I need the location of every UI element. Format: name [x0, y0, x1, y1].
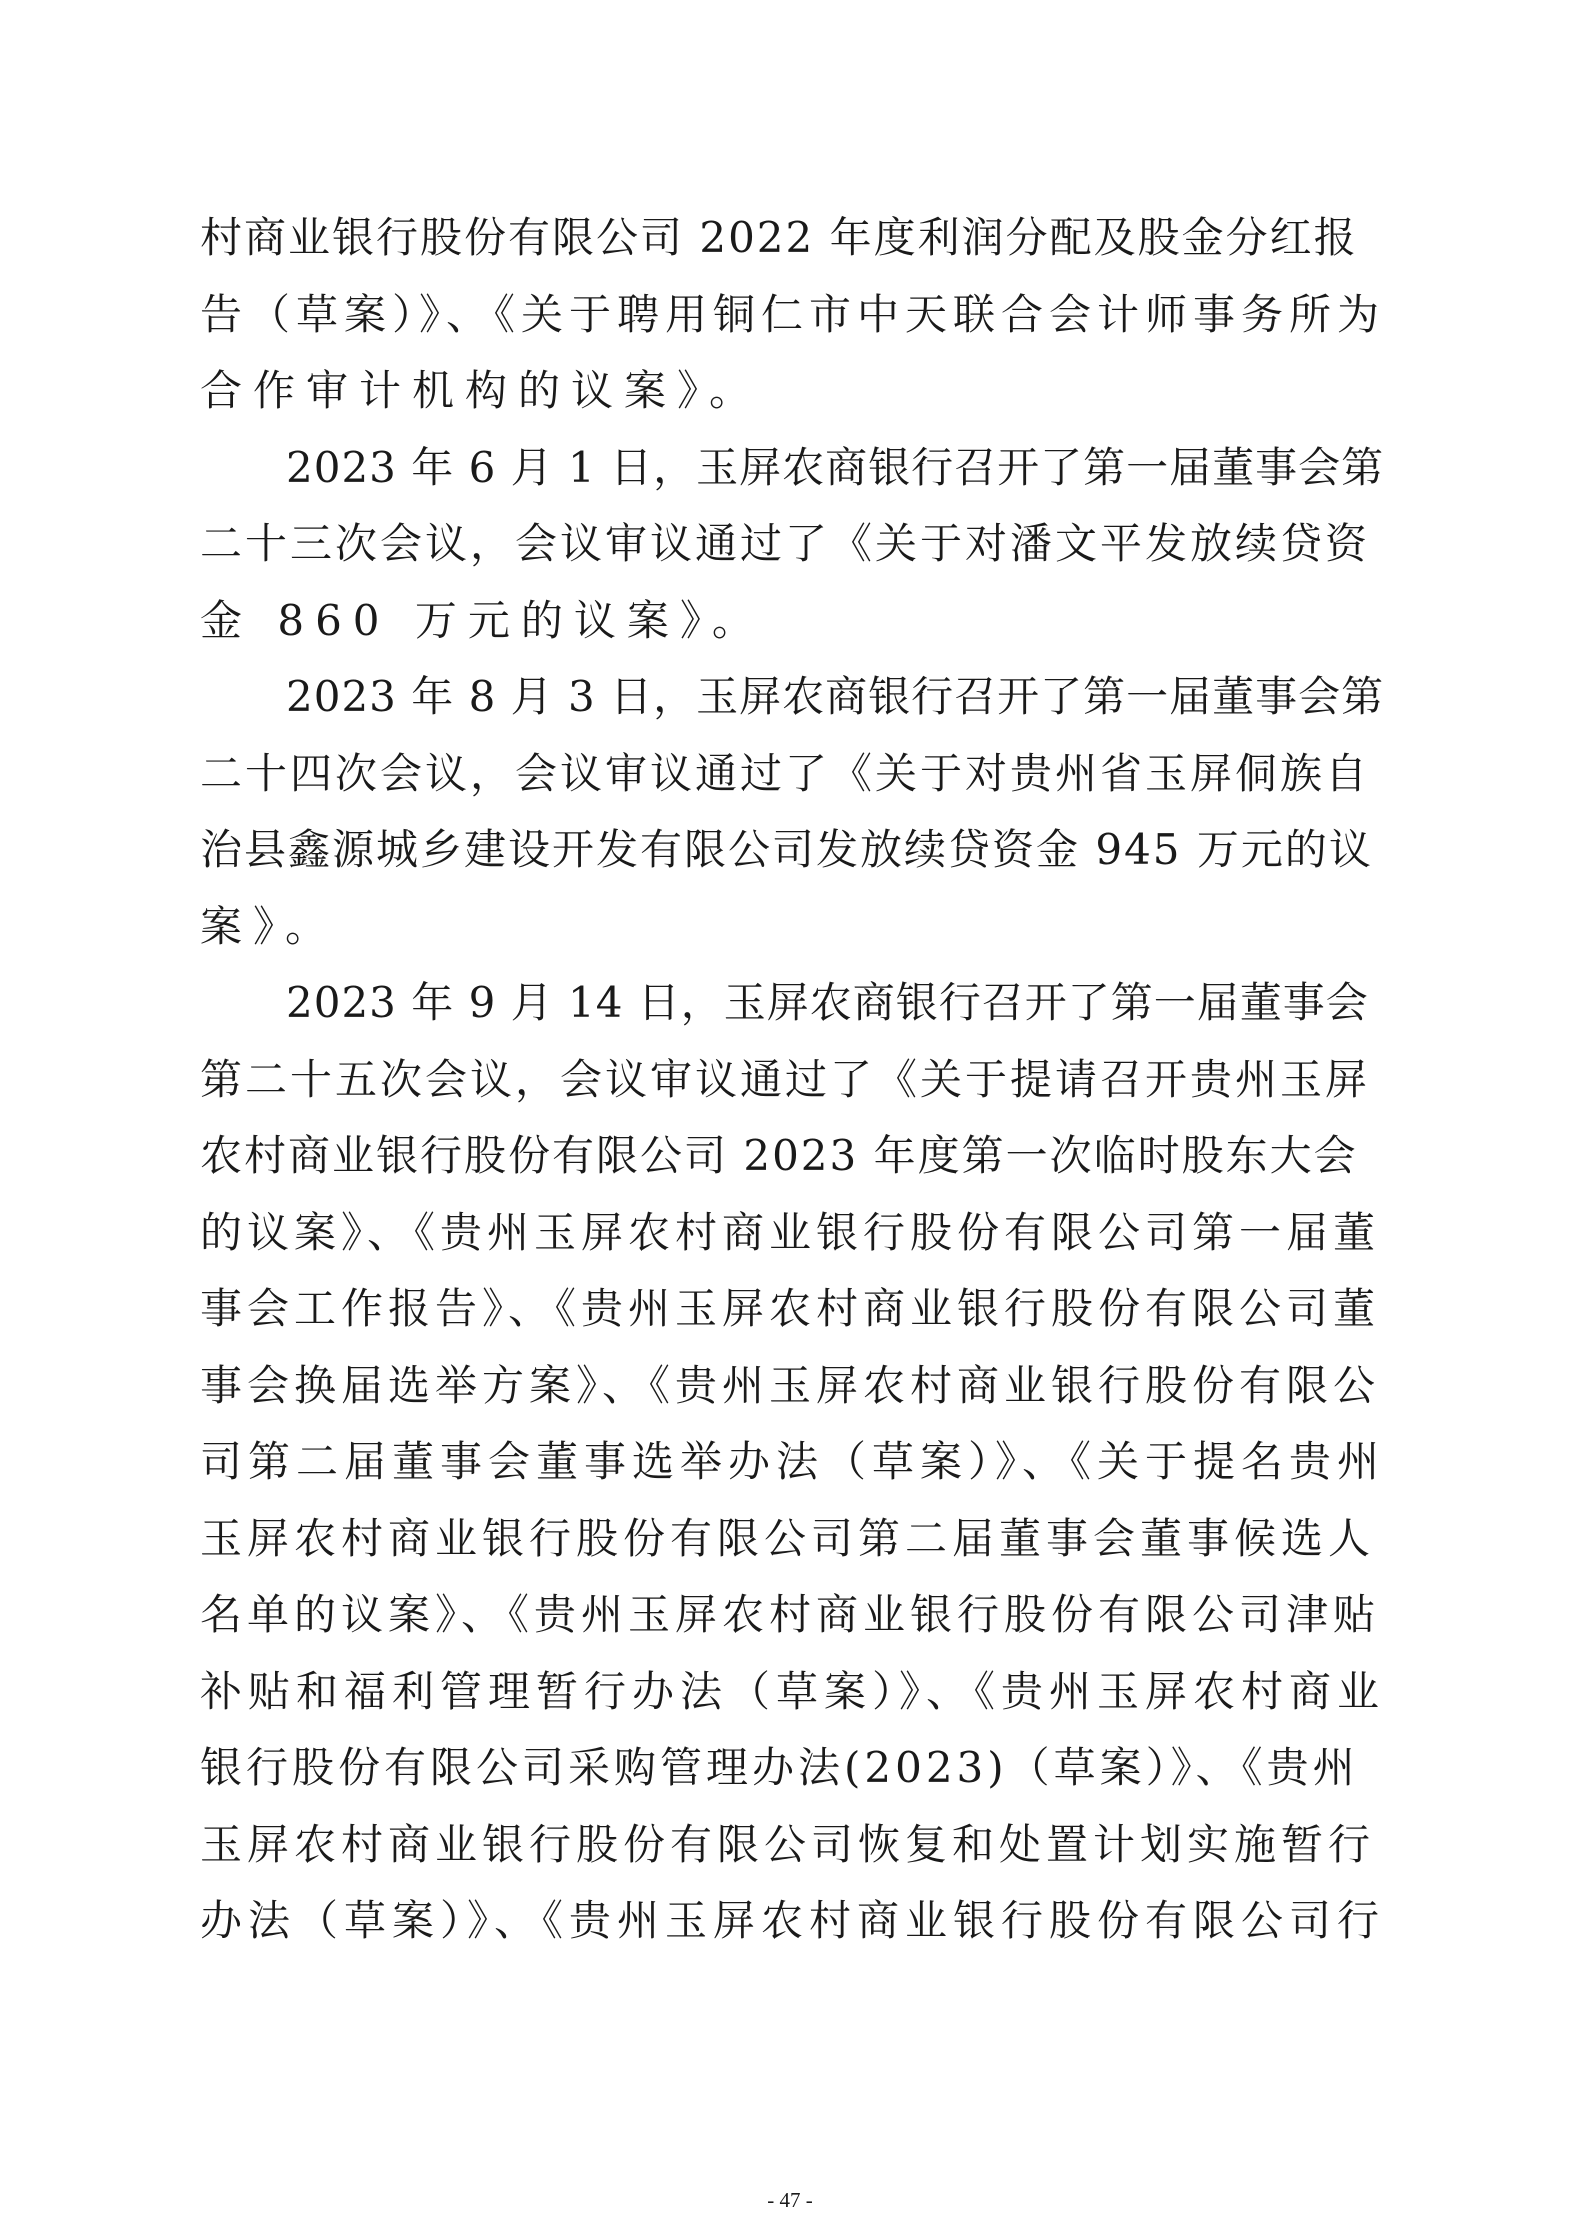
text-line: 2023 年 6 月 1 日，玉屏农商银行召开了第一届董事会第 — [200, 442, 1385, 492]
text-line: 玉屏农村商业银行股份有限公司第二届董事会董事候选人 — [200, 1513, 1376, 1563]
text-line: 案》。 — [200, 901, 339, 951]
text-line: 告（草案）》、《关于聘用铜仁市中天联合会计师事务所为 — [200, 289, 1386, 339]
text-line: 补贴和福利管理暂行办法（草案）》、《贵州玉屏农村商业 — [200, 1666, 1386, 1716]
text-line: 事会工作报告》、《贵州玉屏农村商业银行股份有限公司董 — [200, 1284, 1381, 1333]
text-line: 村商业银行股份有限公司 2022 年度利润分配及股金分红报 — [200, 213, 1358, 262]
text-line: 第二十五次会议，会议审议通过了《关于提请召开贵州玉屏 — [200, 1054, 1371, 1104]
text-line: 名单的议案》、《贵州玉屏农村商业银行股份有限公司津贴 — [200, 1590, 1381, 1639]
text-line: 农村商业银行股份有限公司 2023 年度第一次临时股东大会 — [200, 1131, 1358, 1180]
text-line: 玉屏农村商业银行股份有限公司恢复和处置计划实施暂行 — [200, 1819, 1376, 1869]
text-line: 银行股份有限公司采购管理办法(2023)（草案）》、《贵州 — [200, 1743, 1359, 1792]
text-line: 二十三次会议，会议审议通过了《关于对潘文平发放续贷资 — [200, 519, 1371, 568]
text-line: 办法（草案）》、《贵州玉屏农村商业银行股份有限公司行 — [200, 1896, 1386, 1945]
text-line: 合作审计机构的议案》。 — [200, 366, 763, 415]
text-line: 金 860 万元的议案》。 — [200, 595, 765, 645]
body-text — [200, 200, 1385, 1960]
text-line: 治县鑫源城乡建设开发有限公司发放续贷资金 945 万元的议 — [200, 825, 1373, 874]
text-line: 2023 年 9 月 14 日，玉屏农商银行召开了第一届董事会 — [200, 978, 1369, 1027]
text-line: 事会换届选举方案》、《贵州玉屏农村商业银行股份有限公 — [200, 1360, 1381, 1410]
text-line: 司第二届董事会董事选举办法（草案）》、《关于提名贵州 — [200, 1437, 1386, 1486]
text-line: 的议案》、《贵州玉屏农村商业银行股份有限公司第一届董 — [200, 1207, 1381, 1257]
text-line: 2023 年 8 月 3 日，玉屏农商银行召开了第一届董事会第 — [200, 672, 1385, 721]
text-line: 二十四次会议，会议审议通过了《关于对贵州省玉屏侗族自 — [200, 748, 1371, 798]
page-number: - 47 - — [767, 2188, 813, 2212]
